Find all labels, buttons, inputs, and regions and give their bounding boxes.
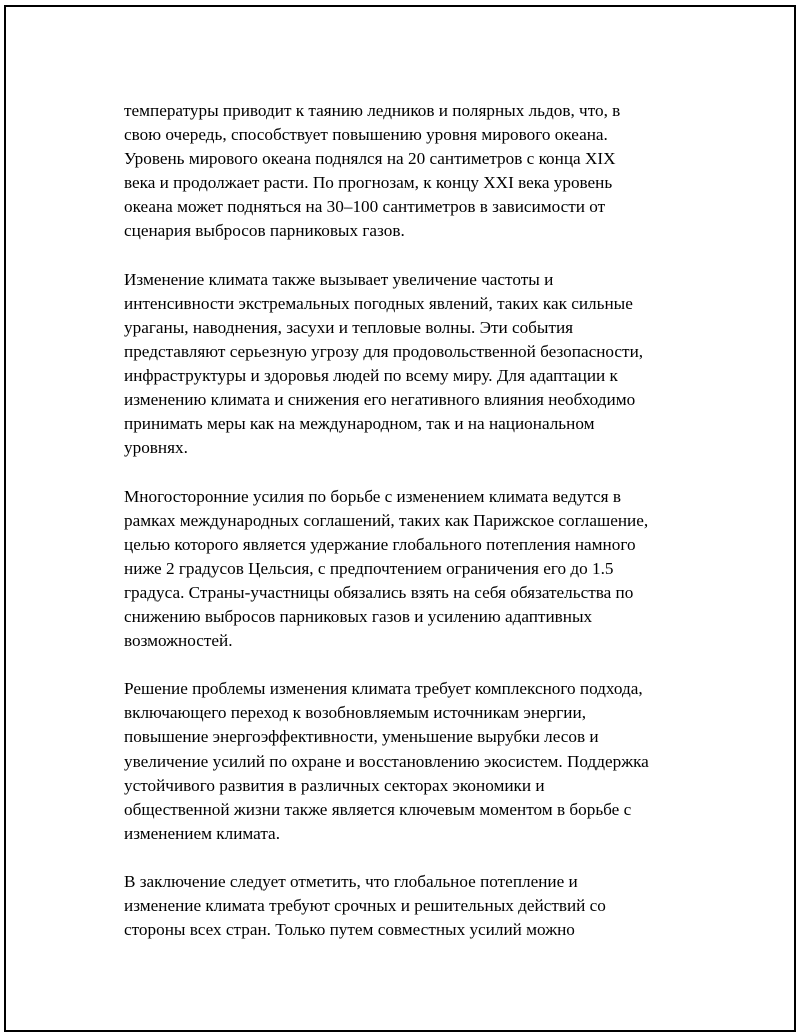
- text-line: интенсивности экстремальных погодных явлений, таких как сильные: [124, 293, 633, 313]
- document-body: [124, 99, 694, 966]
- text-line: повышение энергоэффективности, уменьшение вырубки лесов и: [124, 727, 599, 747]
- text-line: сценария выбросов парниковых газов.: [124, 221, 405, 241]
- text-line: принимать меры как на международном, так и на национальном: [124, 414, 595, 434]
- text-line: температуры приводит к таянию ледников и полярных льдов, что, в: [124, 101, 621, 120]
- text-line: Уровень мирового океана поднялся на 20 сантиметров с конца XIX: [124, 149, 616, 169]
- text-line: Решение проблемы изменения климата требует комплексного подхода,: [124, 679, 643, 699]
- text-line: включающего переход к возобновляемым источникам энергии,: [124, 703, 587, 723]
- text-line: уровнях.: [124, 438, 188, 458]
- text-line: свою очередь, способствует повышению уровня мирового океана.: [124, 125, 608, 145]
- text-line: изменением климата.: [124, 823, 280, 843]
- text-line: градуса. Страны-участницы обязались взять на себя обязательства по: [124, 582, 634, 602]
- text-line: представляют серьезную угрозу для продовольственной безопасности,: [124, 341, 644, 361]
- page-frame: [4, 5, 796, 1032]
- text-line: океана может подняться на 30–100 сантиметров в зависимости от: [124, 197, 606, 217]
- text-line: ниже 2 градусов Цельсия, с предпочтением ограничения его до 1.5: [124, 558, 614, 578]
- text-line: изменение климата требуют срочных и решительных действий со: [124, 896, 606, 916]
- text-line: ураганы, наводнения, засухи и тепловые волны. Эти события: [124, 317, 574, 337]
- text-line: Изменение климата также вызывает увеличение частоты и: [124, 269, 554, 289]
- text-line: рамках международных соглашений, таких как Парижское соглашение,: [124, 510, 649, 530]
- text-line: снижению выбросов парниковых газов и усилению адаптивных: [124, 606, 593, 626]
- text-line: стороны всех стран. Только путем совместных усилий можно: [124, 920, 575, 940]
- text-line: В заключение следует отметить, что глобальное потепление и: [124, 872, 578, 891]
- text-line: инфраструктуры и здоровья людей по всему миру. Для адаптации к: [124, 366, 618, 386]
- text-line: устойчивого развития в различных секторах экономики и: [124, 775, 545, 795]
- text-line: целью которого является удержание глобального потепления намного: [124, 534, 636, 554]
- text-line: Многосторонние усилия по борьбе с изменением климата ведутся в: [124, 486, 621, 506]
- paragraph-2: [124, 268, 694, 461]
- text-line: изменению климата и снижения его негативного влияния необходимо: [124, 390, 636, 410]
- text-line: века и продолжает расти. По прогнозам, к концу XXI века уровень: [124, 173, 613, 193]
- text-line: увеличение усилий по охране и восстановлению экосистем. Поддержка: [124, 751, 649, 771]
- text-line: возможностей.: [124, 631, 233, 651]
- paragraph-4: [124, 677, 694, 846]
- paragraph-1: [124, 99, 694, 244]
- paragraph-3: [124, 485, 694, 654]
- text-line: общественной жизни также является ключевым моментом в борьбе с: [124, 799, 632, 819]
- paragraph-5: [124, 870, 694, 942]
